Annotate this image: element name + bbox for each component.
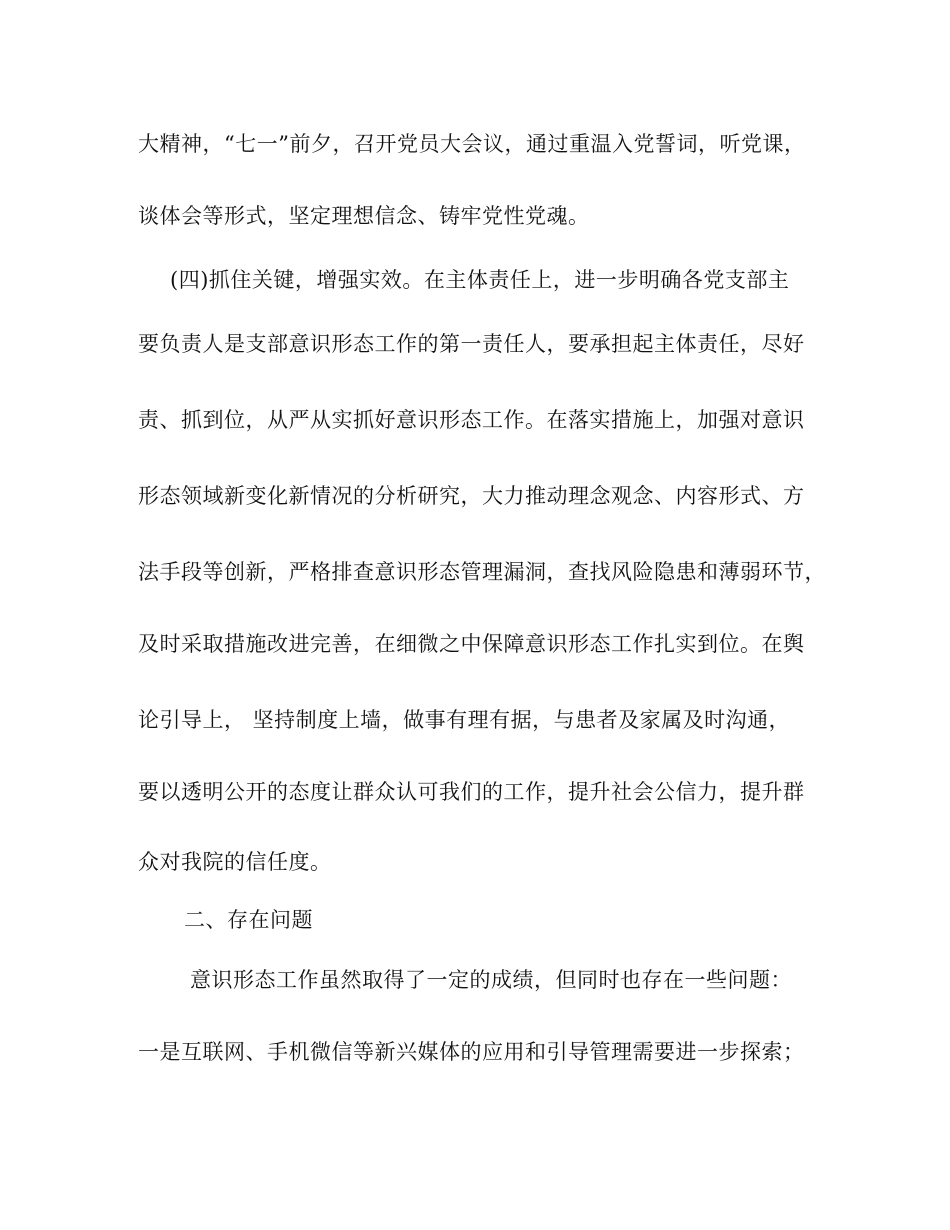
- paragraph-line: 形态领域新变化新情况的分析研究，大力推动理念观念、内容形式、方: [138, 484, 805, 508]
- paragraph-line: 要以透明公开的态度让群众认可我们的工作，提升社会公信力，提升群: [138, 780, 805, 804]
- paragraph-line: 要负责人是支部意识形态工作的第一责任人，要承担起主体责任，尽好: [138, 332, 805, 356]
- paragraph-line: 大精神，“七一”前夕，召开党员大会议，通过重温入党誓词，听党课，: [138, 132, 806, 156]
- paragraph-line: 论引导上， 坚持制度上墙，做事有理有据，与患者及家属及时沟通，: [138, 708, 791, 732]
- paragraph-line: 众对我院的信任度。: [138, 850, 332, 874]
- paragraph-line: 及时采取措施改进完善，在细微之中保障意识形态工作扎实到位。在舆: [138, 632, 805, 656]
- paragraph-line: (四)抓住关键，增强实效。在主体责任上，进一步明确各党支部主: [170, 268, 790, 292]
- paragraph-line: 责、抓到位，从严从实抓好意识形态工作。在落实措施上，加强对意识: [138, 408, 805, 432]
- paragraph-line: 谈体会等形式，坚定理想信念、铸牢党性党魂。: [138, 204, 590, 228]
- section-heading: 二、存在问题: [184, 908, 313, 932]
- paragraph-line: 一是互联网、手机微信等新兴媒体的应用和引导管理需要进一步探索；: [138, 1040, 805, 1064]
- paragraph-line: 意识形态工作虽然取得了一定的成绩，但同时也存在一些问题：: [190, 968, 792, 992]
- paragraph-line: 法手段等创新，严格排查意识形态管理漏洞，查找风险隐患和薄弱环节，: [138, 560, 826, 584]
